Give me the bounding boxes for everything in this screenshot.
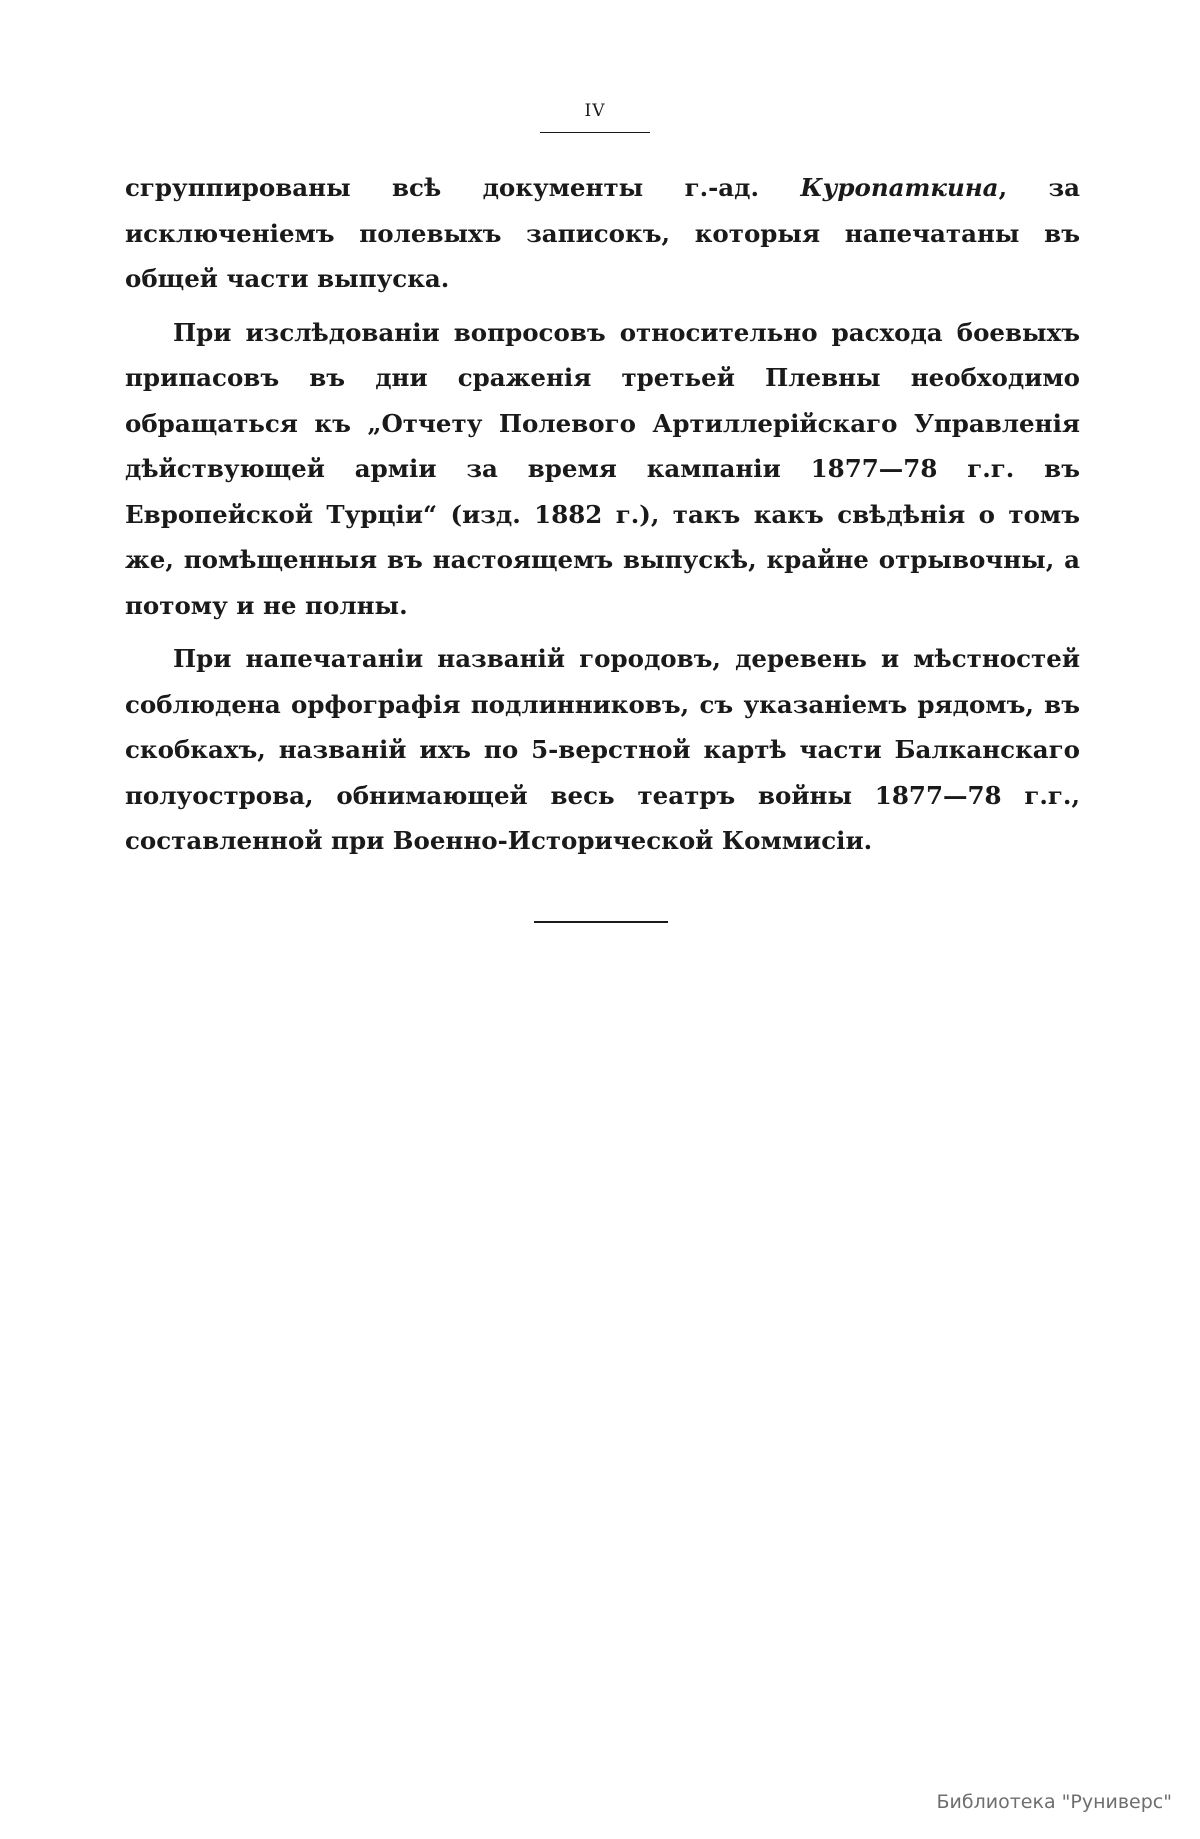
paragraph-1 [125, 165, 1080, 302]
page-number-rule [540, 132, 650, 133]
paragraph-1-italic-name: Куропаткина [800, 173, 999, 202]
paragraph-2: При изслѣдованіи вопросовъ относительно расхода боевыхъ припасовъ въ дни сраженія третьей Плевны необходимо обращаться къ „Отчету Полевого Артиллерійскаго Управленія дѣйствующей арміи за время кампаніи 1877—78 г.г. въ Европейской Турціи“ (изд. 1882 г.), такъ какъ свѣдѣнія о томъ же, помѣщенныя въ настоящемъ выпускѣ, крайне отрывочны, а потому и не полны. [125, 317, 1080, 620]
paragraph-1-start: сгруппированы всѣ документы г.-ад. [125, 173, 801, 202]
page-number: IV [584, 101, 606, 121]
text-block [125, 165, 1080, 864]
paragraph-3: При напечатаніи названій городовъ, деревень и мѣстностей соблюдена орфографія подлинниковъ, съ указаніемъ рядомъ, въ скобкахъ, названій ихъ по 5-верстной картѣ части Балканскаго полуострова, обнимающей весь театръ войны 1877—78 г.г., составленной при Военно-Исторической Коммисіи. [125, 644, 1080, 855]
paragraph-1-end: , за исключеніемъ полевыхъ записокъ, которыя напечатаны въ общей части выпуска. [125, 173, 1080, 293]
library-stamp: Библиотека "Руниверс" [936, 1791, 1172, 1813]
end-rule [534, 921, 668, 923]
